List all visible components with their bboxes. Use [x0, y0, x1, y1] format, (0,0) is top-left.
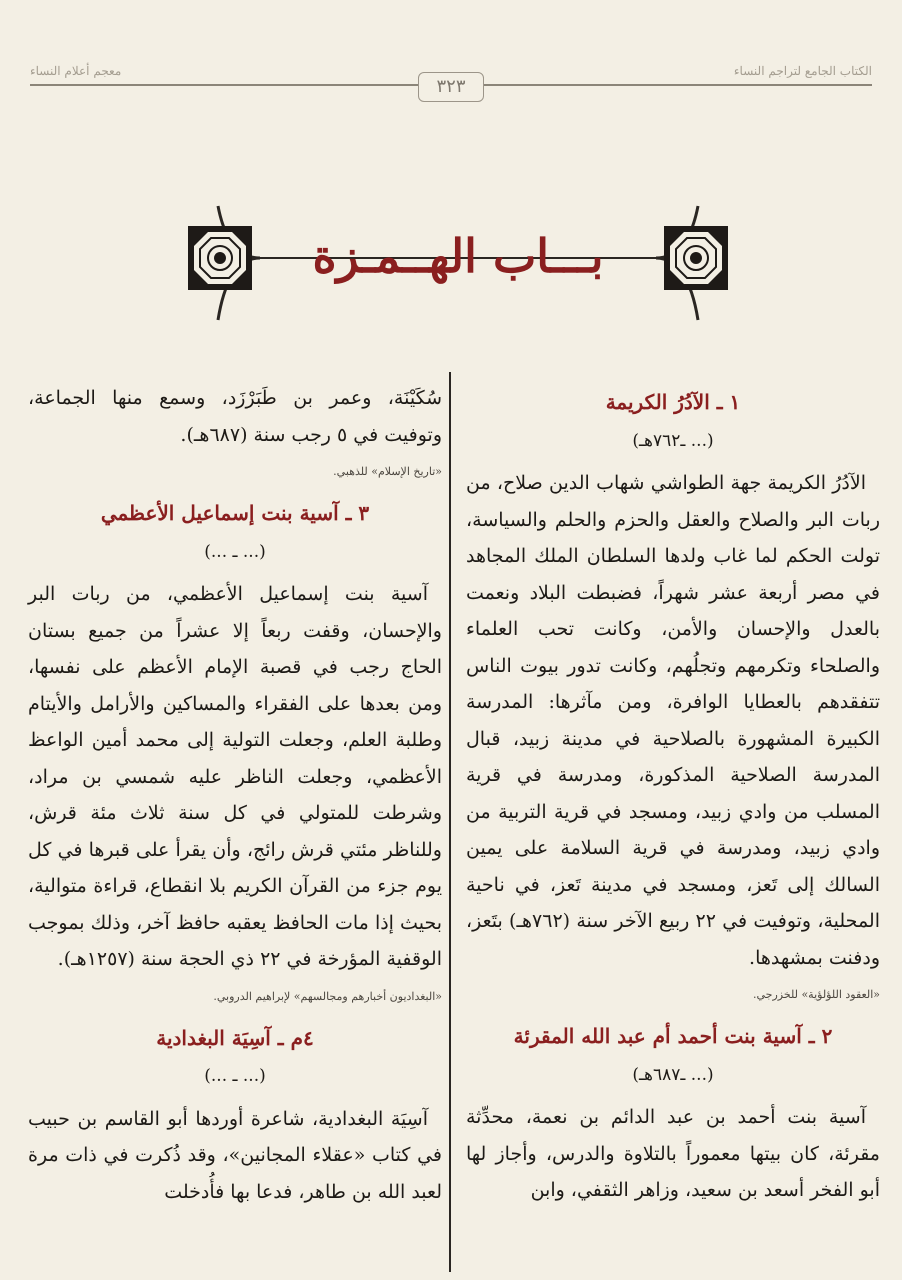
entry-3: [28, 495, 442, 1006]
entry-heading: ١ ـ الآدُرُ الكريمة: [605, 390, 741, 414]
entry-body: آسية بنت أحمد بن عبد الدائم بن نعمة، محدِّثة مقرئة، كان بيتها معموراً بالتلاوة والدرس، وأجاز لها أبو الفخر أسعد بن سعيد، وزاهر الثقفي، وابن: [466, 1106, 880, 1201]
header-left-text: معجم أعلام النساء: [30, 64, 122, 78]
entry-dates: (... ـ ...): [204, 541, 266, 562]
chapter-title: بـــاب الهــمـزة: [312, 229, 604, 283]
page-number: ٣٢٣: [418, 72, 484, 102]
entry-dates: (... ـ ...): [204, 1066, 266, 1086]
entry-1: [466, 384, 880, 1004]
entry-dates: (... ـ٦٨٧هـ): [632, 1064, 714, 1085]
entry-body: الآدُرُ الكريمة جهة الطواشي شهاب الدين صلاح، من ربات البر والصلاح والعقل والحزم والحلم والسياسة، تولت الحكم لما غاب ولدها السلطان الملك المجاهد في مصر أربعة عشر شهراً، فضبطت البلاد ونعمت بالعدل والإحسان والأمن، وكانت تحب العلماء والصلحاء وتكرمهم وتجلُهم، وكانت تدور بيوت الناس تتفقدهم بالعطايا الوافرة، ومن مآثرها: المدرسة الكبيرة المشهورة بالصلاحية في مدينة زبيد، قبال المدرسة الصلاحية المذكورة، ومدرسة في قرية المسلب من وادي زبيد، ومسجد في قرية التربية من وادي زبيد، ومدرسة في قرية السلامة على يمين السالك إلى تَعز، ومسجد في مدينة تَعز، في ناحية المحلية، وتوفيت في ٢٢ ربيع الآخر سنة (٧٦٢هـ) بتَعز، ودفنت بمشهدها.: [466, 472, 880, 969]
right-column: [466, 380, 880, 1209]
header-right-text: الكتاب الجامع لتراجم النساء: [733, 64, 872, 78]
entry-dates: (... ـ٧٦٢هـ): [632, 430, 714, 451]
entry-source: «تاريخ الإسلام» للذهبي.: [333, 465, 442, 478]
entry-source: «العقود اللؤلؤية» للخزرجي.: [753, 988, 880, 1001]
column-divider: [449, 372, 451, 1272]
entry-2: [466, 1018, 880, 1209]
entry-heading: ٢ ـ آسية بنت أحمد أم عبد الله المقرئة: [513, 1024, 833, 1048]
entry-heading: ٤م ـ آسِيَة البغدادية: [156, 1025, 314, 1050]
entry-continuation: سُكَيْنَة، وعمر بن طَبَرْزَد، وسمع منها الجماعة، وتوفيت في ٥ رجب سنة (٦٨٧هـ).: [28, 387, 442, 446]
chapter-banner: [188, 196, 728, 326]
entry-heading: ٣ ـ آسية بنت إسماعيل الأعظمي: [100, 501, 370, 525]
left-column: [28, 380, 442, 1210]
entry-4: [28, 1020, 442, 1211]
entry-body: آسية بنت إسماعيل الأعظمي، من ربات البر والإحسان، وقفت ربعاً إلا عشراً من جميع بستان الحاج رجب في قصبة الإمام الأعظم على نفسها، ومن بعدها على الفقراء والمساكين والأرامل والأيتام وطلبة العلم، وجعلت التولية إلى محمد أمين الواعظ الأعظمي، وجعلت الناظر عليه شمسي بن مراد، وشرطت للمتولي في كل سنة ثلاث مئة قرش، وللناظر مئتي قرش رائج، وأن يقرأ على قبرها في كل يوم جزء من القرآن الكريم بلا انقطاع، قراءة متوالية، بحيث إذا مات الحافظ يعقبه حافظ آخر، وذلك بموجب الوقفية المؤرخة في ٢٢ ذي الحجة سنة (١٢٥٧هـ).: [28, 583, 442, 970]
entry-source: «البغداديون أخبارهم ومجالسهم» لإبراهيم الدروبي.: [213, 989, 442, 1003]
entry-body: آسِيَة البغدادية، شاعرة أوردها أبو القاسم بن حبيب في كتاب «عقلاء المجانين»، وقد ذُكرت في ذات مرة لعبد الله بن طاهر، فدعا بها فأُدخلت: [28, 1107, 442, 1203]
